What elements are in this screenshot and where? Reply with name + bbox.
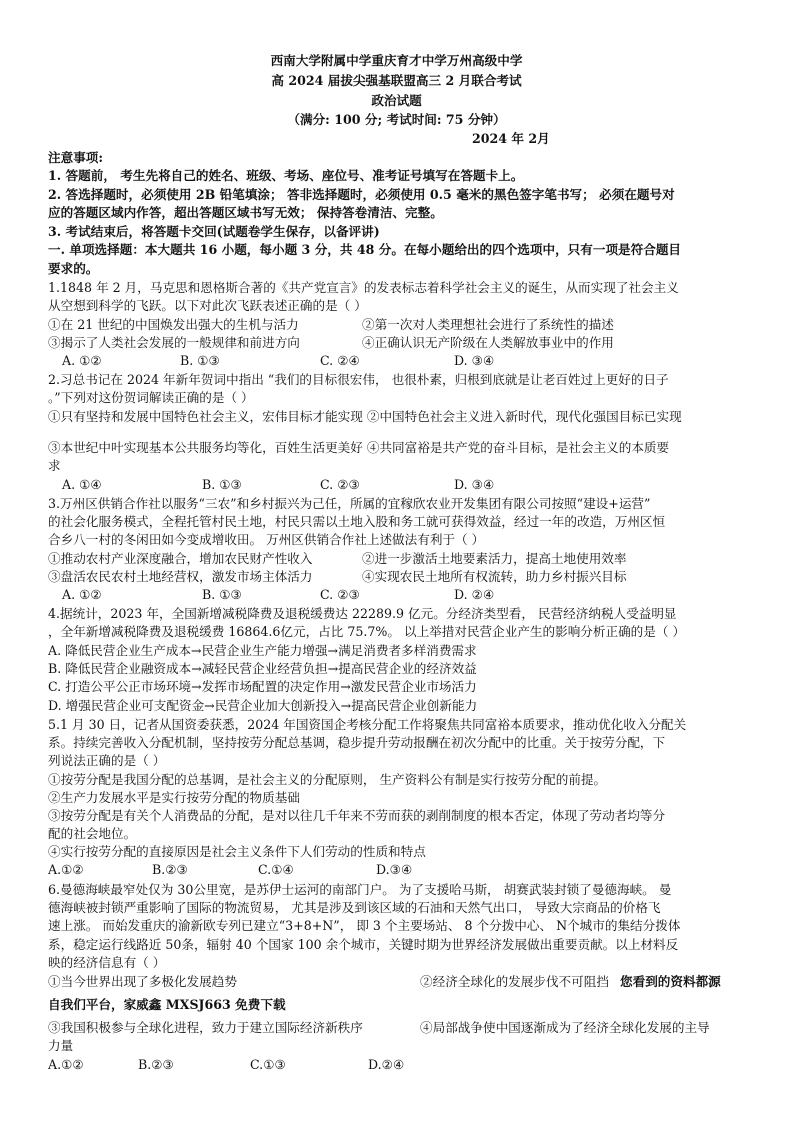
q2-stem: 。”下列对这份贺词解读正确的是（ ） (48, 390, 254, 405)
q6-stem: 映的经济信息有（ ） (48, 955, 166, 970)
q1-choice-a: A. ①② (62, 353, 102, 368)
q6-stem: 速上涨。 而始发重庆的渝新欧专列已建立“3+8+N”， 即 3 个主要场站、 8 个分拨中心、 N个城市的集结分拨体 (48, 918, 681, 933)
q6-choice-b: B.②③ (138, 1057, 174, 1072)
q5-stem: 列说法正确的是（ ） (48, 753, 166, 768)
q6-stem: 德海峡被封锁严重影响了国际的物流贸易， 尤其是涉及到该区域的石油和天然气出口， 导致大宗商品的价格飞 (48, 900, 661, 915)
q6-statement-2: ②经济全球化的发展步伐不可阻挡 (420, 974, 609, 989)
q1-choice-c: C. ②④ (320, 353, 360, 368)
q3-choice-b: B. ①③ (202, 587, 242, 602)
q4-stem: ，全年新增减税降费及退税缓费 16864.6亿元，占比 75.7%。 以上举措对民营企业产生的影响分析正确的是（ ） (48, 624, 686, 639)
q3-statement-1: ①推动农村产业深度融合，增加农民财产性收入 (48, 551, 313, 566)
q3-statement-4: ④实现农民土地所有权流转，助力乡村振兴目标 (362, 569, 627, 584)
q3-choice-c: C. ②③ (320, 587, 360, 602)
q1-statement-2: ②第一次对人类理想社会进行了系统性的描述 (362, 317, 614, 332)
q2-statements: 求 (48, 458, 61, 473)
notice-item: 2. 答选择题时，必须使用 2B 铅笔填涂； 答非选择题时，必须使用 0.5 毫米的黑色签字笔书写； 必须在题号对 (48, 187, 675, 202)
q6-statement-4: ④局部战争使中国逐渐成为了经济全球化发展的主导 (420, 1020, 710, 1035)
q3-stem: 的社会化服务模式，全程托管村民土地，村民只需以土地入股和务工就可获得效益，经过一年的改造，万州区恒 (48, 514, 666, 529)
q3-statement-2: ②进一步激活土地要素活力，提高土地使用效率 (362, 551, 627, 566)
q5-choice-a: A.①② (48, 862, 84, 877)
q1-statement-4: ④正确认识无产阶级在人类解放事业中的作用 (362, 335, 614, 350)
q4-choice-d: D. 增强民营企业可支配资金→民营企业加大创新投入→提高民营企业创新能力 (48, 698, 478, 713)
subject-title: 政治试题 (371, 93, 422, 108)
q5-choice-c: C.①④ (258, 862, 294, 877)
q4-choice-b: B. 降低民营企业融资成本→减轻民营企业经营负担→提高民营企业的经济效益 (48, 661, 477, 676)
q2-statements: ①只有坚持和发展中国特色社会主义，宏伟目标才能实现 ②中国特色社会主义进入新时代，现代化强国目标已实现 (48, 409, 682, 424)
q5-statement-3-cont: 配的社会地位。 (48, 826, 137, 841)
notice-item: 应的答题区域内作答，超出答题区域书写无效； 保持答卷清洁、完整。 (48, 205, 443, 220)
watermark-text: 您看到的资料都源 (620, 974, 721, 989)
q5-statement-2: ②生产力发展水平是实行按劳分配的物质基础 (48, 790, 300, 805)
watermark-line: 自我们平台，家威鑫 MXSJ663 免费下载 (48, 997, 286, 1012)
q1-choice-b: B. ①③ (180, 353, 220, 368)
q6-choice-c: C.①③ (250, 1057, 286, 1072)
q6-choice-d: D.②④ (368, 1057, 405, 1072)
exam-title: 高 2024 届拔尖强基联盟高三 2 月联合考试 (271, 73, 522, 88)
notice-title: 注意事项: (48, 150, 104, 165)
q5-stem: 5.1 月 30 日，记者从国资委获悉，2024 年国资国企考核分配工作将聚焦共同富裕本质要求，推动优化收入分配关 (48, 717, 687, 732)
q6-statement-1: ①当今世界出现了多极化发展趋势 (48, 974, 237, 989)
exam-date: 2024 年 2月 (472, 131, 550, 146)
q2-choice-b: B. ①③ (202, 477, 242, 492)
q5-choice-b: B.②③ (152, 862, 188, 877)
q2-statements: ③本世纪中叶实现基本公共服务均等化，百姓生活更美好 ④共同富裕是共产党的奋斗目标，是社会主义的本质要 (48, 440, 670, 455)
q6-statement-3: ③我国积极参与全球化进程，致力于建立国际经济新秩序 (48, 1020, 363, 1035)
q2-choice-c: C. ②③ (320, 477, 360, 492)
q1-statement-1: ①在 21 世纪的中国焕发出强大的生机与活力 (48, 317, 299, 332)
notice-item: 3. 考试结束后，将答题卡交回(试题卷学生保存，以备评讲) (48, 224, 380, 239)
q3-stem: 合乡八一村的冬闲田如今变成增收田。 万州区供销合作社上述做法有利于（ ） (48, 532, 485, 547)
score-time: （满分: 100 分; 考试时间: 75 分钟） (287, 112, 506, 127)
q1-choice-d: D. ③④ (454, 353, 495, 368)
q5-stem: 系。持续完善收入分配机制，坚持按劳分配总基调，稳步提升劳动报酬在初次分配中的比重。关于按劳分配，下 (48, 735, 666, 750)
q5-statement-1: ①按劳分配是我国分配的总基调，是社会主义的分配原则， 生产资料公有制是实行按劳分配的前提。 (48, 772, 607, 787)
q2-choice-a: A. ①④ (62, 477, 102, 492)
q4-choice-a: A. 降低民营企业生产成本→民营企业生产能力增强→满足消费者多样消费需求 (48, 643, 477, 658)
q6-choice-a: A.①② (48, 1057, 84, 1072)
section-heading: 一. 单项选择题：本大题共 16 小题，每小题 3 分，共 48 分。在每小题给出的四个选项中，只有一项是符合题目 (48, 242, 682, 257)
q2-choice-d: D. ③④ (454, 477, 495, 492)
q3-choice-d: D. ②④ (454, 587, 495, 602)
q5-statement-3: ③按劳分配是有关个人消费品的分配，是对以往几千年来不劳而获的剥削制度的根本否定，体现了劳动者均等分 (48, 808, 666, 823)
q5-statement-4: ④实行按劳分配的直接原因是社会主义条件下人们劳动的性质和特点 (48, 844, 426, 859)
q1-statement-3: ③揭示了人类社会发展的一般规律和前进方向 (48, 335, 300, 350)
q6-statement-4-cont: 力量 (48, 1038, 74, 1053)
q4-stem: 4.据统计，2023 年，全国新增减税降费及退税缓费达 22289.9 亿元。分经济类型看， 民营经济纳税人受益明显 (48, 606, 677, 621)
notice-item: 1. 答题前， 考生先将自己的姓名、班级、考场、座位号、准考证号填写在答题卡上。 (48, 168, 524, 183)
q6-stem: 6.曼德海峡最窄处仅为 30公里宽，是苏伊士运河的南部门户。 为了支援哈马斯， 胡赛武装封锁了曼德海峡。 曼 (48, 882, 672, 897)
q6-stem: 系，稳定运行线路近 50条，辐射 40 个国家 100 余个城市，关键时期为世界经济发展做出重要贡献。以上材料反 (48, 937, 679, 952)
q3-choice-a: A. ①② (62, 587, 102, 602)
q1-stem: 从空想到科学的飞跃。以下对此次飞跃表述正确的是（ ） (48, 298, 367, 313)
q4-choice-c: C. 打造公平公正市场环境→发挥市场配置的决定作用→激发民营企业市场活力 (48, 679, 477, 694)
q1-stem: 1.1848 年 2 月，马克思和恩格斯合著的《共产党宣言》的发表标志着科学社会主义的诞生，从而实现了社会主义 (48, 280, 679, 295)
school-title: 西南大学附属中学重庆育才中学万州高级中学 (270, 53, 523, 68)
section-heading-cont: 要求的。 (48, 261, 99, 276)
q5-choice-d: D.③④ (376, 862, 413, 877)
q2-stem: 2.习总书记在 2024 年新年贺词中指出 “我们的目标很宏伟， 也很朴素，归根到底就是让老百姓过上更好的日子 (48, 372, 669, 387)
q3-statement-3: ③盘活农民农村土地经营权，激发市场主体活力 (48, 569, 313, 584)
q3-stem: 3.万州区供销合作社以服务“三农”和乡村振兴为己任，所属的宜稼欣农业开发集团有限公司按照“建设+运营” (48, 496, 651, 511)
